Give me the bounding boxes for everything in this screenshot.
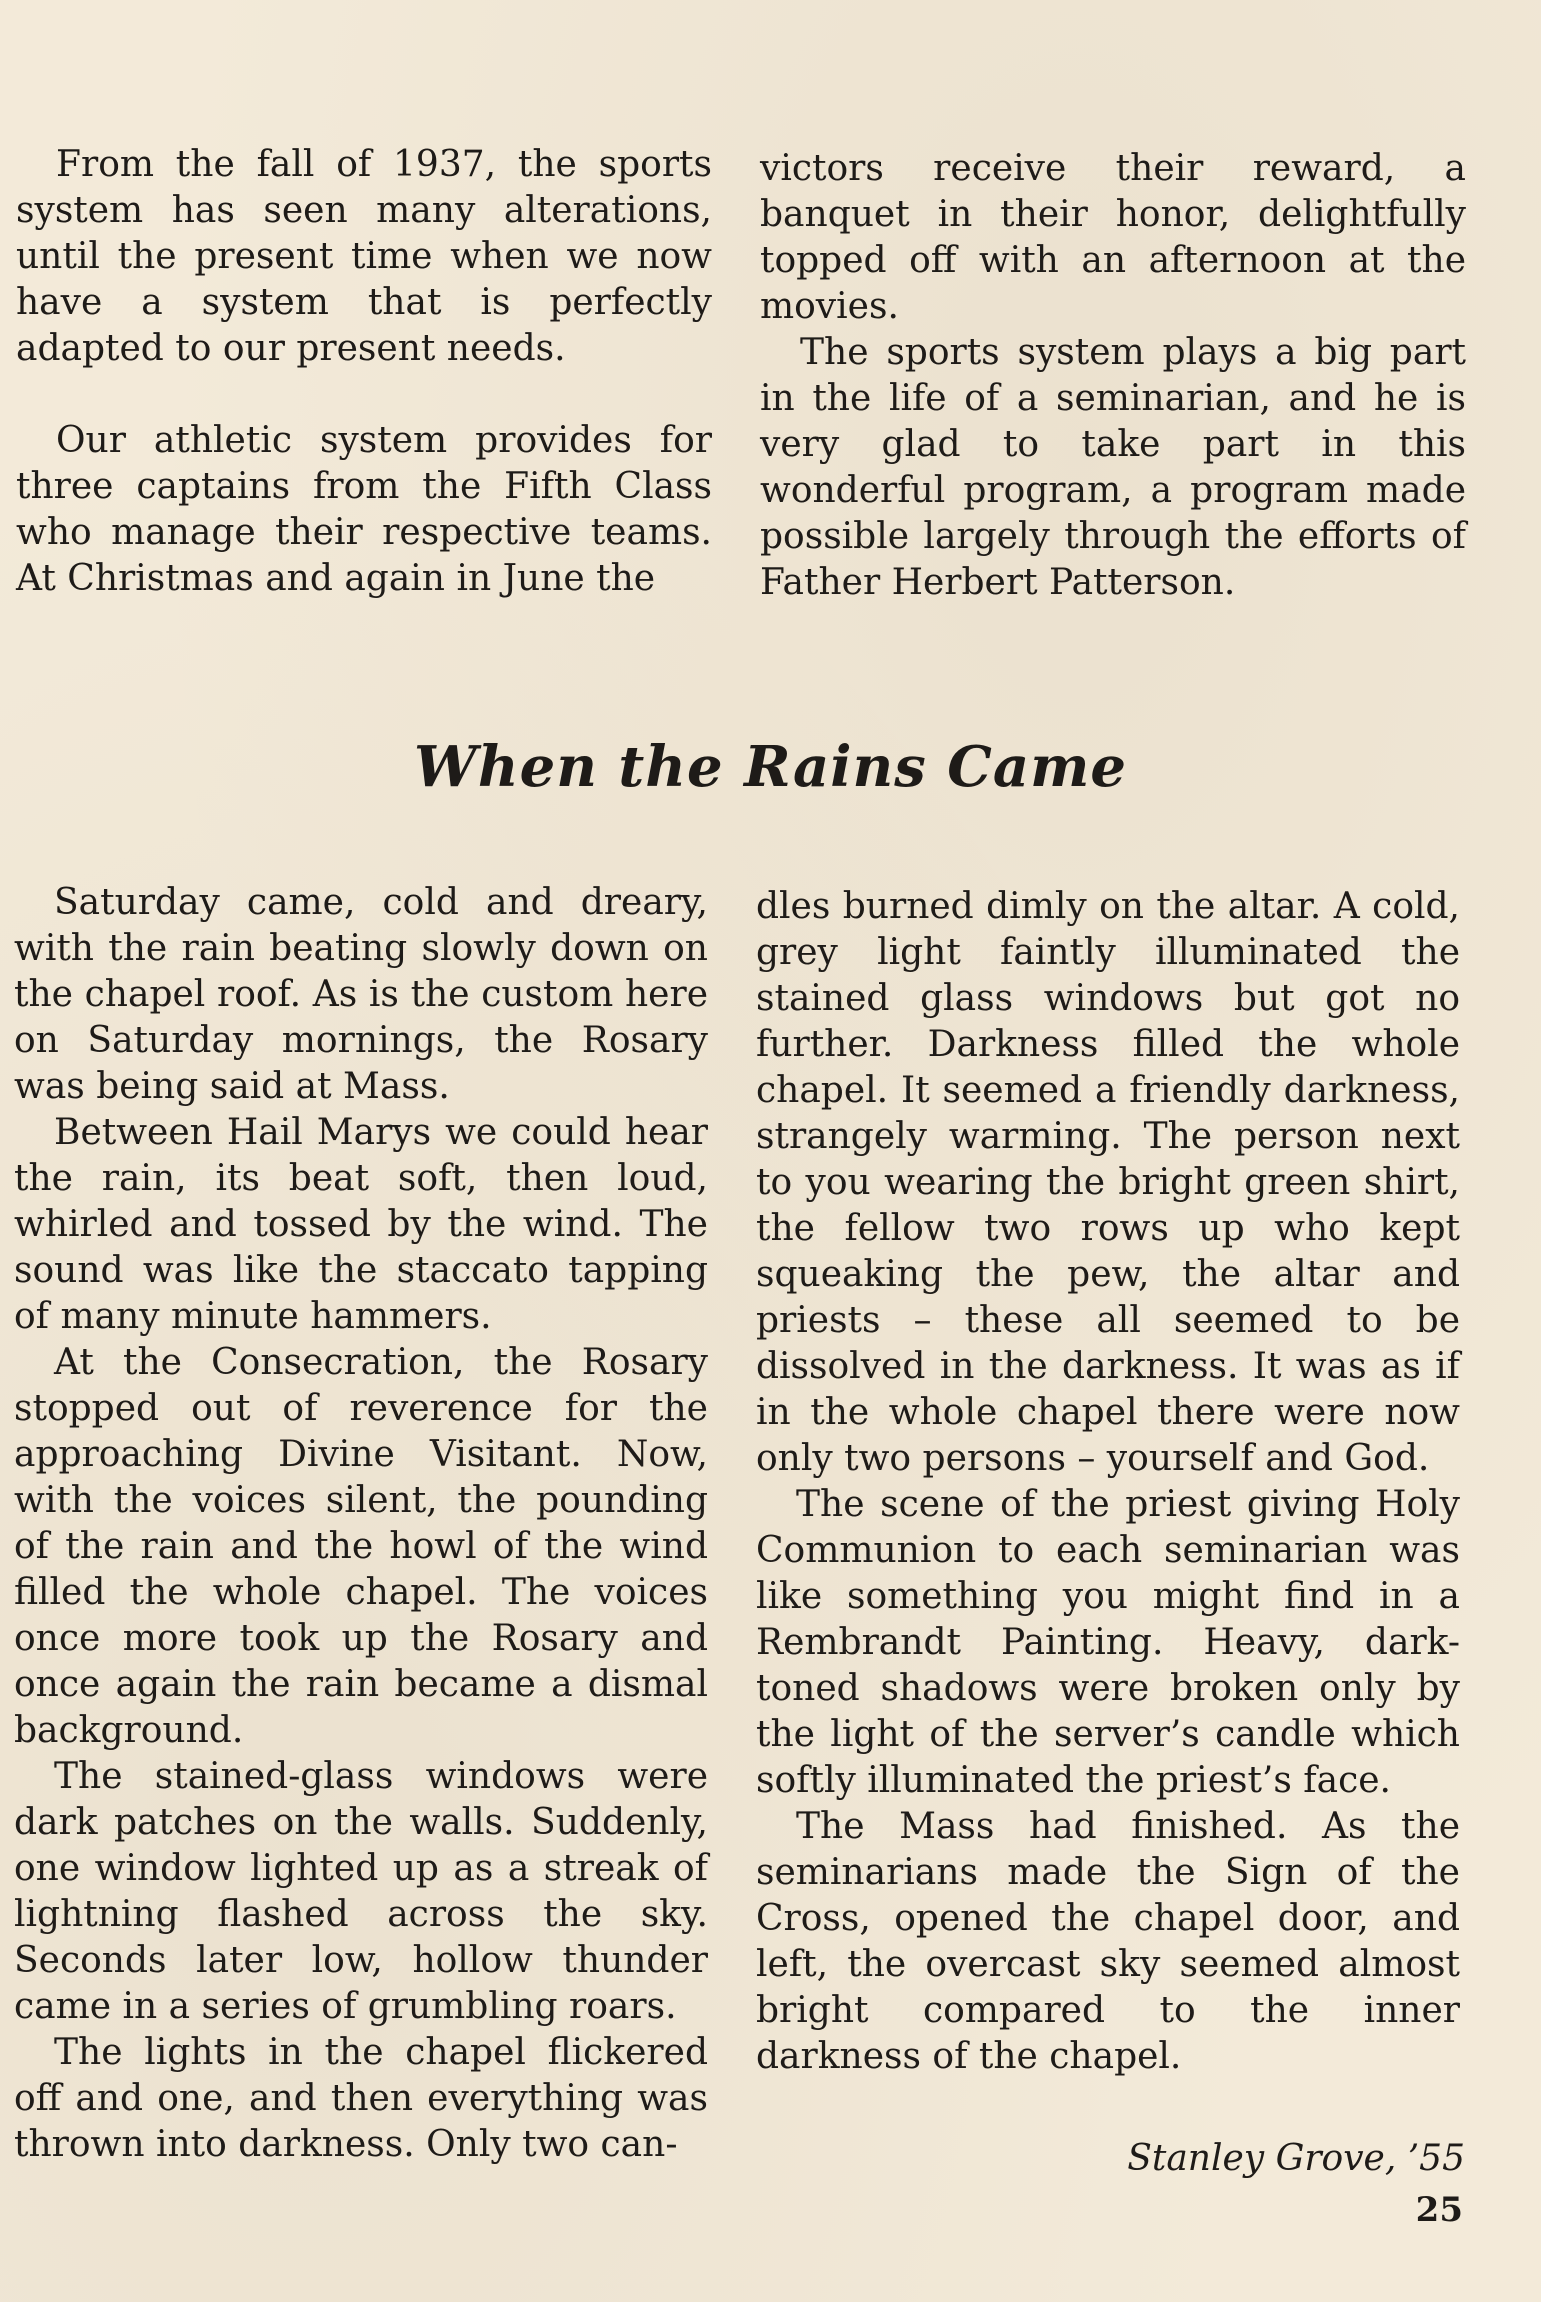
paragraph: The sports system plays a big part in the life of a seminarian, and he is very glad to take part in this wonderful program, a program made possible largely through the efforts of Father Herbert Patterson. <box>760 332 1466 603</box>
author-signature: Stanley Grove, ’55 <box>1127 2138 1465 2179</box>
paragraph: dles burned dimly on the altar. A cold, grey light faintly illuminated the stained glass windows but got no further. Darkness filled the whole chapel. It seemed a friendly darkness, strangely warming. The person next to you wearing the bright green shirt, the fellow two rows up who kept squeaking the pew, the altar and priests – these all seemed to be dissolved in the darkness. It was as if in the whole chapel there were now only two persons – yourself and God. <box>756 886 1460 1479</box>
paragraph: victors receive their reward, a banquet in their honor, delightfully topped off with an afternoon at the movies. <box>760 148 1466 327</box>
sports-article-left-column <box>16 142 712 602</box>
paragraph: The lights in the chapel flickered off and one, and then everything was thrown into darkness. Only two can- <box>14 2032 708 2165</box>
paragraph: From the fall of 1937, the sports system has seen many alterations, until the present time when we now have a system that is perfectly adapted to our present needs. <box>16 144 712 369</box>
article-title: When the Rains Came <box>413 734 1127 800</box>
page-number: 25 <box>1415 2190 1463 2230</box>
paragraph: The scene of the priest giving Holy Communion to each seminarian was like something you might find in a Rembrandt Painting. Heavy, dark-toned shadows were broken only by the light of the server’s candle which softly illuminated the priest’s face. <box>756 1484 1460 1801</box>
paragraph: The Mass had finished. As the seminarians made the Sign of the Cross, opened the chapel door, and left, the overcast sky seemed almost bright compared to the inner darkness of the chapel. <box>756 1806 1460 2077</box>
paragraph: Our athletic system provides for three captains from the Fifth Class who manage their respective teams. At Christmas and again in June the <box>16 420 712 599</box>
sports-article-right-column <box>760 146 1466 606</box>
paragraph: At the Consecration, the Rosary stopped out of reverence for the approaching Divine Visitant. Now, with the voices silent, the pounding of the rain and the howl of the wind filled the whole chapel. The voices once more took up the Rosary and once again the rain became a dismal background. <box>14 1342 708 1751</box>
article-left-column <box>14 880 708 2168</box>
paragraph: Between Hail Marys we could hear the rain, its beat soft, then loud, whirled and tossed by the wind. The sound was like the staccato tapping of many minute hammers. <box>14 1112 708 1337</box>
paragraph: The stained-glass windows were dark patches on the walls. Suddenly, one window lighted up as a streak of lightning flashed across the sky. Seconds later low, hollow thunder came in a series of grumbling roars. <box>14 1756 708 2027</box>
paragraph: Saturday came, cold and dreary, with the rain beating slowly down on the chapel roof. As is the custom here on Saturday mornings, the Rosary was being said at Mass. <box>14 882 708 1107</box>
article-right-column <box>756 884 1460 2080</box>
